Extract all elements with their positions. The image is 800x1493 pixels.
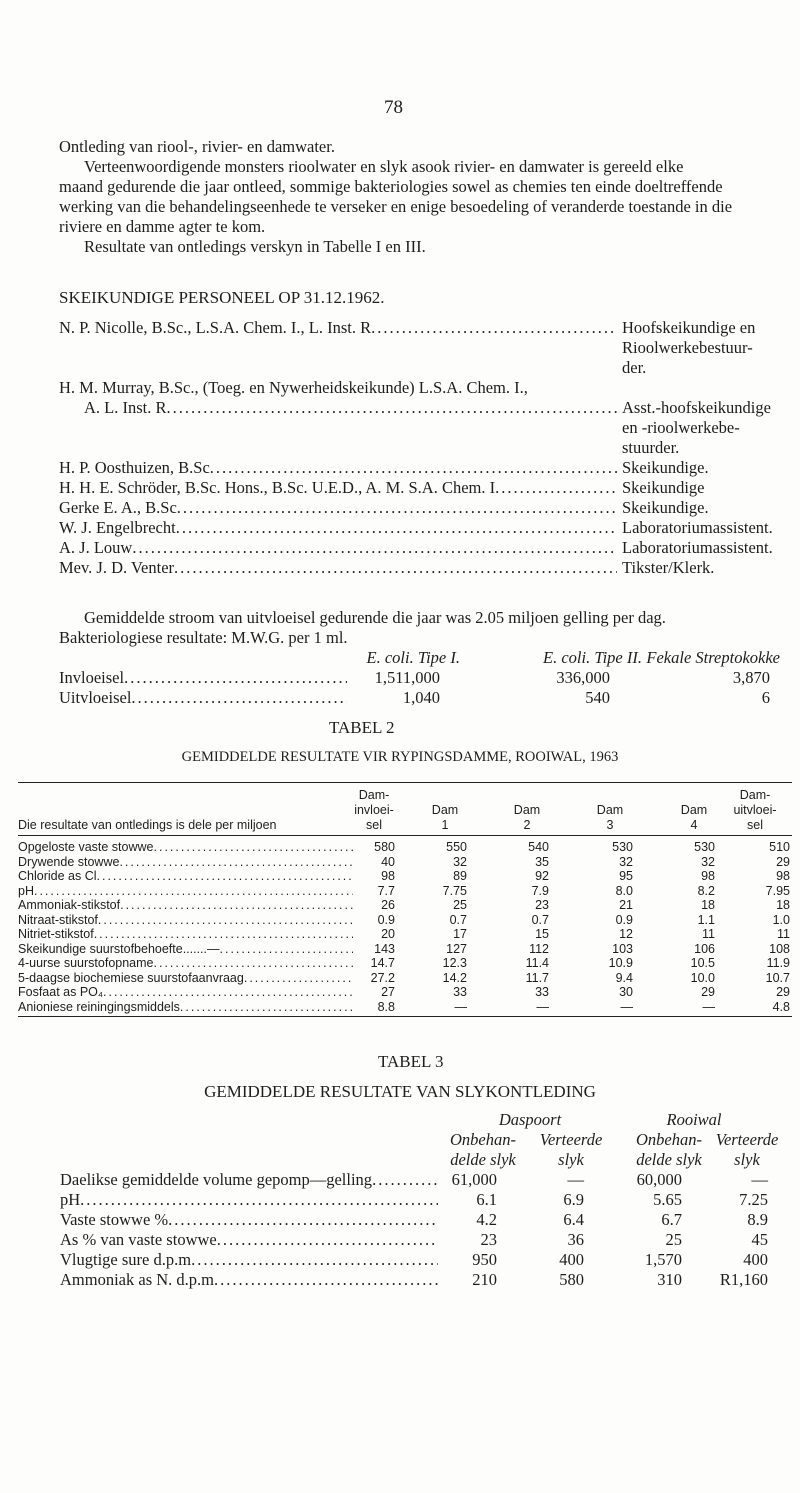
table3-group-header: Daspoort — [498, 1110, 562, 1129]
table3-row — [60, 1270, 780, 1290]
table3-cell: — — [751, 1170, 768, 1189]
table2-row-label: Drywende stowwe ..... — [18, 855, 353, 870]
bacteriology-row-label: Invloeisel ..... — [59, 668, 347, 688]
table2-col-header: Dam 2 — [513, 803, 541, 832]
table3-row — [60, 1210, 780, 1230]
personnel-entry: W. J. Engelbrecht ..... — [59, 518, 617, 538]
table2-cell: 35 — [535, 854, 549, 869]
bacteriology-row-label: Uitvloeisel ..... — [59, 688, 347, 708]
table2-cell: 103 — [612, 941, 633, 956]
personnel-entry: A. J. Louw ..... — [59, 538, 617, 558]
table2-cell: 32 — [453, 854, 467, 869]
bacteriology-value: 3,870 — [732, 668, 770, 687]
table2-cell: 540 — [528, 840, 549, 854]
table2-col-header: Dam 1 — [431, 803, 459, 832]
personnel-entry: H. H. E. Schröder, B.Sc. Hons., B.Sc. U.E.D., A. M. S.A. Chem. I ..... — [59, 478, 617, 498]
table2-row — [18, 999, 790, 1015]
table2-cell: 40 — [381, 854, 395, 869]
intro-line: maand gedurende die jaar ontleed, sommige bakteriologies sowel as chemies ten einde doeltreffende — [59, 177, 723, 196]
table2-cell: 0.7 — [449, 912, 467, 927]
personnel-role: Skeikundige. — [622, 498, 709, 517]
table3-cell: 7.25 — [739, 1190, 768, 1209]
table2-cell: — — [454, 999, 467, 1014]
table3-cell: 6.9 — [563, 1190, 584, 1209]
table2-row — [18, 854, 790, 870]
table2-cell: 14.7 — [370, 956, 395, 970]
table2-cell: 33 — [453, 985, 467, 999]
table2-cell: 10.0 — [690, 970, 715, 985]
table2-row — [18, 869, 790, 884]
table2-cell: 11.4 — [525, 956, 549, 970]
table3-row — [60, 1230, 780, 1250]
table2-cell: — — [702, 999, 715, 1014]
table2-cell: 1.0 — [772, 912, 790, 927]
table2-row-label: Nitriet-stikstof ..... — [18, 927, 353, 942]
table2-cell: 9.4 — [615, 970, 633, 985]
table2-cell: 98 — [381, 869, 395, 883]
table2-row-label: 5-daagse biochemiese suurstofaanvraag ..... — [18, 971, 353, 986]
personnel-entry: Mev. J. D. Venter ..... — [59, 558, 617, 578]
table2-col-header: Dam- uitvloei- sel — [733, 788, 777, 832]
table3-cell: 6.4 — [563, 1210, 584, 1229]
table3-row-label: Vaste stowwe % ..... — [60, 1210, 438, 1230]
table3-cell: 45 — [751, 1230, 768, 1249]
table3-cell: 5.65 — [653, 1190, 682, 1209]
table2-cell: 108 — [769, 941, 790, 956]
personnel-role: Asst.-hoofskeikundige en -rioolwerkebe- stuurder. — [622, 398, 771, 457]
table2-cell: 27.2 — [370, 970, 395, 985]
bacteriology-value: 1,511,000 — [374, 668, 440, 687]
table3-cell: 25 — [665, 1230, 682, 1249]
personnel-role: Laboratoriumassistent. — [622, 538, 773, 557]
table2-cell: 15 — [535, 927, 549, 941]
table3-row-label: Ammoniak as N. d.p.m ..... — [60, 1270, 438, 1290]
table2-cell: 0.7 — [531, 912, 549, 927]
table2-cell: 8.8 — [377, 999, 395, 1014]
table2-cell: 18 — [701, 898, 715, 912]
table2-cell: 143 — [374, 941, 395, 956]
intro-line: Resultate van ontledings verskyn in Tabelle I en III. — [84, 237, 426, 256]
personnel-role: Tikster/Klerk. — [622, 558, 715, 577]
table2-col-header: Dam 4 — [680, 803, 708, 832]
table3-cell: 210 — [472, 1270, 497, 1289]
bacteriology-value: 336,000 — [556, 668, 610, 687]
table3-subheader: Verteerde slyk — [539, 1130, 603, 1169]
table2-cell: 7.9 — [531, 883, 549, 898]
table3-cell: 60,000 — [636, 1170, 682, 1189]
table2-cell: 18 — [776, 898, 790, 912]
table3-cell: 400 — [743, 1250, 768, 1269]
personnel-role: Skeikundige. — [622, 458, 709, 477]
table2-cell: 11.7 — [525, 970, 549, 985]
table2-cell: 20 — [381, 927, 395, 941]
table3-cell: 6.1 — [476, 1190, 497, 1209]
table2-cell: 11.9 — [766, 956, 790, 970]
table2-cell: 98 — [701, 869, 715, 883]
table2-row — [18, 941, 790, 957]
table2-cell: — — [536, 999, 549, 1014]
table2-cell: 7.95 — [765, 883, 790, 898]
column-header: Fekale Streptokokke — [646, 648, 780, 667]
table2-row-label: Fosfaat as PO₄ ..... — [18, 985, 353, 1000]
flow-statement: Gemiddelde stroom van uitvloeisel gedurende die jaar was 2.05 miljoen gelling per dag. — [84, 608, 666, 627]
table2-row — [18, 883, 790, 899]
table3-cell: 61,000 — [451, 1170, 497, 1189]
table3-row-label: Vlugtige sure d.p.m ..... — [60, 1250, 438, 1270]
table3-cell: — — [567, 1170, 584, 1189]
personnel-name-line: H. M. Murray, B.Sc., (Toeg. en Nywerheidskeikunde) L.S.A. Chem. I., — [59, 378, 528, 397]
table2-cell: 30 — [619, 985, 633, 999]
table3-cell: 950 — [472, 1250, 497, 1269]
personnel-entry: H. P. Oosthuizen, B.Sc ..... — [59, 458, 617, 478]
section-heading: Ontleding van riool-, rivier- en damwater. — [59, 137, 335, 156]
table2-cell: 1.1 — [697, 912, 715, 927]
table3-subheader: Onbehan- delde slyk — [636, 1130, 702, 1169]
table2-cell: 510 — [769, 840, 790, 854]
table2-row-label: Skeikundige suurstofbehoefte.......— ..... — [18, 942, 353, 957]
table2-row-header: Die resultate van ontledings is dele per miljoen — [18, 818, 277, 832]
table2-cell: 89 — [453, 869, 467, 883]
table3-title: GEMIDDELDE RESULTATE VAN SLYKONTLEDING — [204, 1082, 596, 1101]
table2-row-label: Opgeloste vaste stowwe ..... — [18, 840, 353, 855]
table3-subheader: Verteerde slyk — [715, 1130, 779, 1169]
table3-cell: 580 — [559, 1270, 584, 1289]
table2-cell: 127 — [446, 941, 467, 956]
table3-row — [60, 1170, 780, 1190]
table3-subheader: Onbehan- delde slyk — [450, 1130, 516, 1169]
table2-cell: 33 — [535, 985, 549, 999]
table2-cell: 29 — [776, 985, 790, 999]
table2-cell: 4.8 — [772, 999, 790, 1014]
personnel-entry: A. L. Inst. R ..... — [84, 398, 617, 418]
table2-cell: 11 — [777, 927, 790, 941]
table2-cell: 11 — [702, 927, 715, 941]
table2-cell: — — [620, 999, 633, 1014]
bacteriology-value: 6 — [761, 688, 770, 707]
personnel-role: Laboratoriumassistent. — [622, 518, 773, 537]
table2-cell: 32 — [701, 854, 715, 869]
table2-cell: 12 — [619, 927, 633, 941]
table2-cell: 10.7 — [765, 970, 790, 985]
personnel-title: SKEIKUNDIGE PERSONEEL OP 31.12.1962. — [59, 288, 385, 307]
table2-title: GEMIDDELDE RESULTATE VIR RYPINGSDAMME, ROOIWAL, 1963 — [181, 749, 619, 765]
intro-line: werking van die behandelingseenhede te verseker en enige besoedeling of veranderde toestande in die — [59, 197, 733, 216]
column-header: E. coli. Tipe I. — [366, 648, 460, 667]
table2-cell: 7.75 — [442, 883, 467, 898]
personnel-role: Skeikundige — [622, 478, 705, 497]
table2-cell: 12.3 — [442, 956, 467, 970]
table3-cell: 6.7 — [661, 1210, 682, 1229]
table2-cell: 8.0 — [615, 883, 633, 898]
table2-col-header: Dam 3 — [596, 803, 624, 832]
bacteriology-value: 540 — [585, 688, 610, 707]
personnel-entry: Gerke E. A., B.Sc ..... — [59, 498, 617, 518]
table2-cell: 21 — [619, 898, 633, 912]
table2-row — [18, 898, 790, 913]
table2-row-label: pH ..... — [18, 884, 353, 899]
table2-row — [18, 912, 790, 928]
table3-cell: 8.9 — [747, 1210, 768, 1229]
table2-cell: 29 — [701, 985, 715, 999]
table2-cell: 29 — [776, 854, 790, 869]
table3-cell: 400 — [559, 1250, 584, 1269]
table2-cell: 14.2 — [442, 970, 467, 985]
table3-label: TABEL 3 — [378, 1052, 444, 1071]
column-header: E. coli. Tipe II. — [543, 648, 642, 667]
table3-row-label: As % van vaste stowwe ..... — [60, 1230, 438, 1250]
table2-row-label: Nitraat-stikstof ..... — [18, 913, 353, 928]
table2-top-rule — [18, 782, 792, 783]
table2-cell: 27 — [381, 985, 395, 999]
table2-row — [18, 927, 790, 942]
table2-cell: 32 — [619, 854, 633, 869]
table3-row-label: Daelikse gemiddelde volume gepomp—gelling ..... — [60, 1170, 438, 1190]
table2-cell: 530 — [694, 840, 715, 854]
table2-cell: 10.5 — [690, 956, 715, 970]
bacteriology-label: Bakteriologiese resultate: M.W.G. per 1 ml. — [59, 628, 348, 647]
table3-row — [60, 1190, 780, 1210]
table2-cell: 8.2 — [697, 883, 715, 898]
table2-row-label: Chloride as Cl ..... — [18, 869, 353, 884]
table2-cell: 26 — [381, 898, 395, 912]
table2-header-rule — [18, 835, 792, 836]
table2-cell: 106 — [694, 941, 715, 956]
table3-cell: 4.2 — [476, 1210, 497, 1229]
table2-cell: 98 — [776, 869, 790, 883]
table3-row-label: pH ..... — [60, 1190, 438, 1210]
table3-group-header: Rooiwal — [666, 1110, 722, 1129]
table2-cell: 530 — [612, 840, 633, 854]
table3-cell: 310 — [657, 1270, 682, 1289]
table2-col-header: Dam- invloei- sel — [354, 788, 394, 832]
table2-row-label: Anioniese reiningingsmiddels ..... — [18, 1000, 353, 1015]
intro-line: riviere en damme agter te kom. — [59, 217, 266, 236]
table2-cell: 112 — [529, 941, 549, 956]
table2-cell: 0.9 — [377, 912, 395, 927]
table2-row — [18, 985, 790, 1000]
intro-line: Verteenwoordigende monsters rioolwater en slyk asook rivier- en damwater is gereeld elke — [84, 157, 684, 176]
table2-row — [18, 956, 790, 971]
bacteriology-value: 1,040 — [402, 688, 440, 707]
table2-cell: 25 — [453, 898, 467, 912]
table2-cell: 7.7 — [377, 883, 395, 898]
personnel-entry: N. P. Nicolle, B.Sc., L.S.A. Chem. I., L. Inst. R ..... — [59, 318, 617, 338]
personnel-role: Hoofskeikundige en Rioolwerkebestuur- der. — [622, 318, 756, 377]
table2-bottom-rule — [18, 1016, 792, 1017]
table2-row-label: 4-uurse suurstofopname ..... — [18, 956, 353, 971]
table3-cell: R1,160 — [719, 1270, 768, 1289]
table3-row — [60, 1250, 780, 1270]
table2-cell: 23 — [535, 898, 549, 912]
table2-cell: 17 — [453, 927, 467, 941]
table3-cell: 1,570 — [644, 1250, 682, 1269]
table3-cell: 36 — [567, 1230, 584, 1249]
table2-row-label: Ammoniak-stikstof ..... — [18, 898, 353, 913]
table2-label: TABEL 2 — [329, 718, 395, 737]
table2-cell: 550 — [446, 840, 467, 854]
table2-row — [18, 840, 790, 855]
table2-row — [18, 970, 790, 986]
table3-cell: 23 — [480, 1230, 497, 1249]
table2-cell: 92 — [535, 869, 549, 883]
table2-cell: 0.9 — [615, 912, 633, 927]
table2-cell: 580 — [374, 840, 395, 854]
table2-cell: 10.9 — [608, 956, 633, 970]
table2-cell: 95 — [619, 869, 633, 883]
page-number: 78 — [384, 97, 403, 118]
